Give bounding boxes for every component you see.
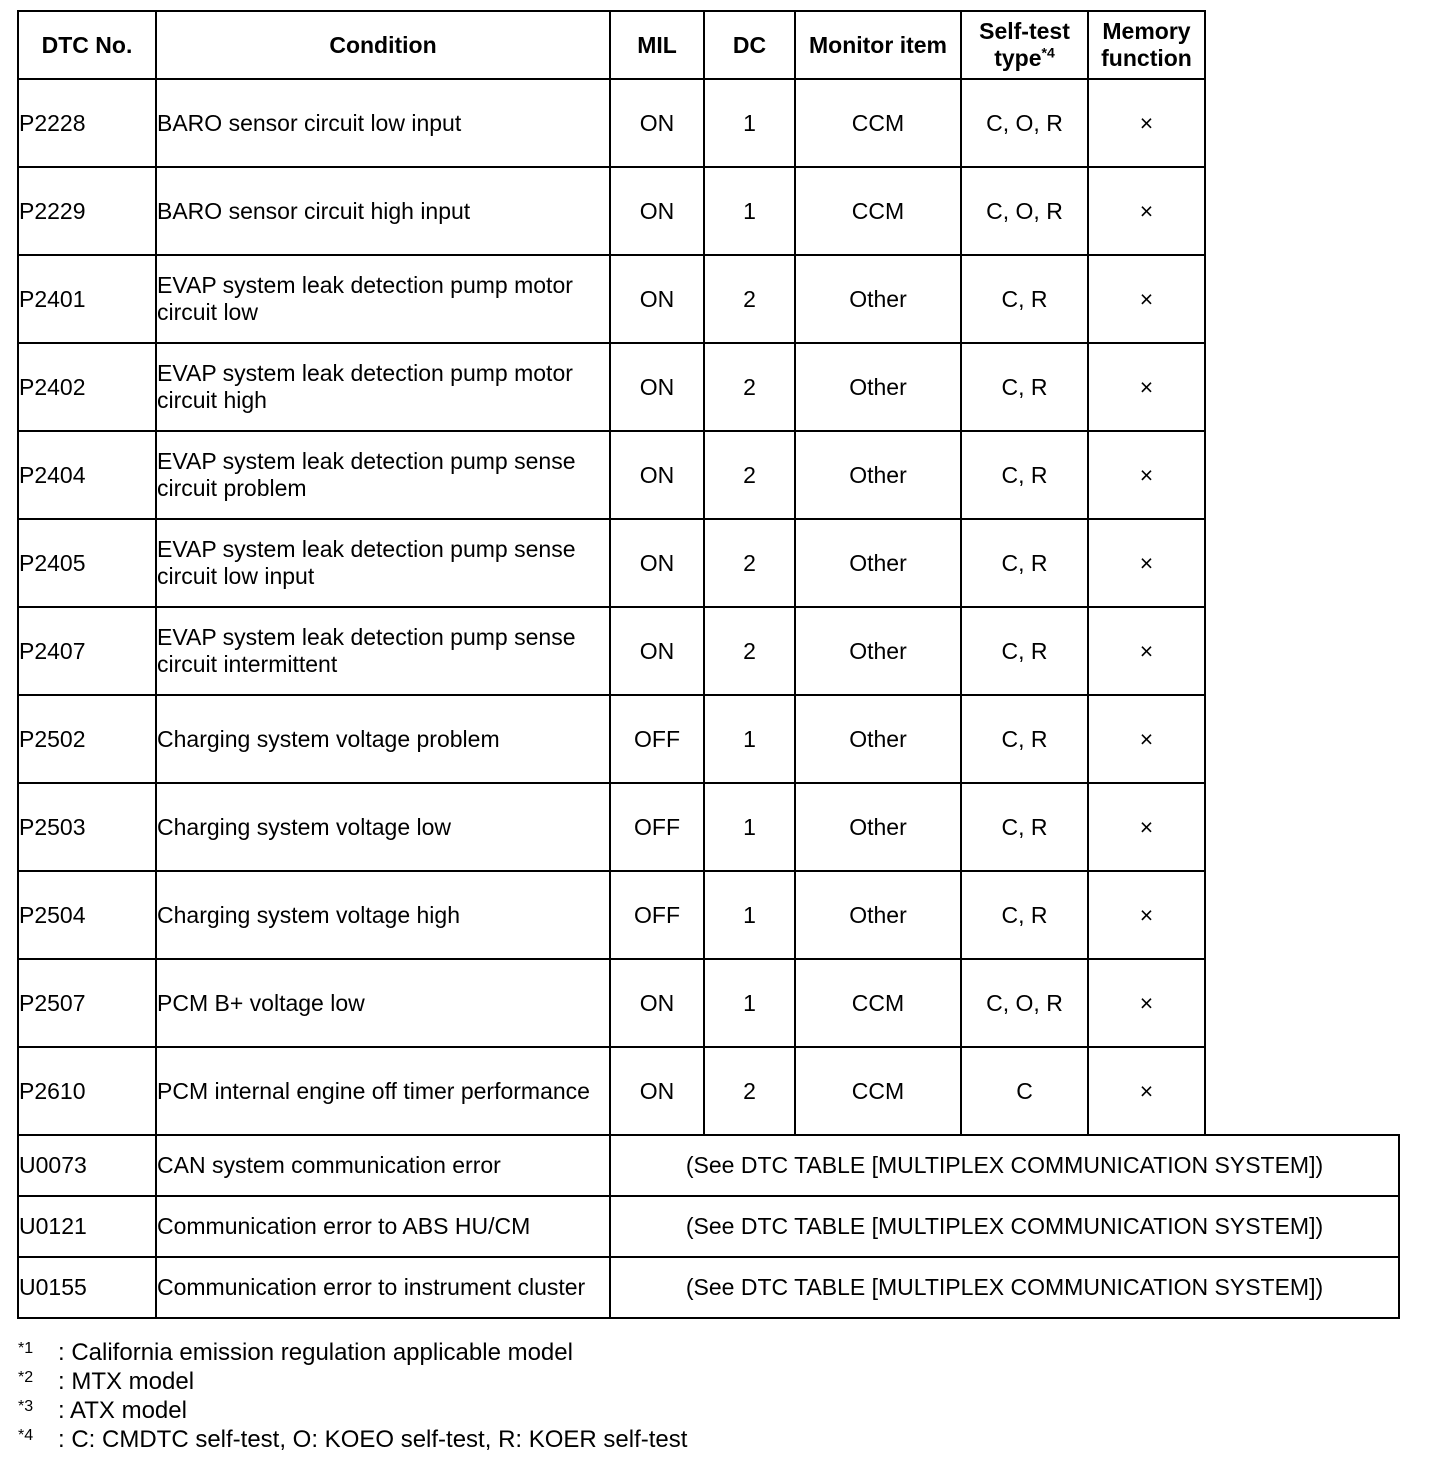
condition: EVAP system leak detection pump sense circuit intermittent bbox=[156, 607, 610, 695]
dc-value: 1 bbox=[704, 783, 795, 871]
mil-status: OFF bbox=[610, 783, 704, 871]
monitor-item: CCM bbox=[795, 167, 961, 255]
table-row bbox=[18, 255, 1399, 343]
table-row bbox=[18, 79, 1399, 167]
dc-value: 2 bbox=[704, 607, 795, 695]
condition: EVAP system leak detection pump motor circuit low bbox=[156, 255, 610, 343]
footnote-1 bbox=[18, 1338, 687, 1367]
dtc-code: P2504 bbox=[18, 871, 156, 959]
header-mil: MIL bbox=[610, 11, 704, 79]
blank-cell bbox=[1205, 871, 1399, 959]
self-test-type: C, O, R bbox=[961, 167, 1088, 255]
condition: PCM internal engine off timer performance bbox=[156, 1047, 610, 1135]
table-row bbox=[18, 1135, 1399, 1196]
memory-function: × bbox=[1088, 871, 1205, 959]
memory-function: × bbox=[1088, 79, 1205, 167]
monitor-item: Other bbox=[795, 607, 961, 695]
footnotes bbox=[18, 1338, 687, 1454]
blank-cell bbox=[1205, 343, 1399, 431]
mil-status: ON bbox=[610, 431, 704, 519]
header-memory-line1: Memory bbox=[1102, 18, 1191, 44]
dtc-code: U0121 bbox=[18, 1196, 156, 1257]
mil-status: ON bbox=[610, 255, 704, 343]
blank-cell bbox=[1205, 695, 1399, 783]
footnote-text: : California emission regulation applicable model bbox=[58, 1339, 573, 1366]
memory-function: × bbox=[1088, 1047, 1205, 1135]
dtc-code: P2405 bbox=[18, 519, 156, 607]
condition: EVAP system leak detection pump sense circuit problem bbox=[156, 431, 610, 519]
table-row bbox=[18, 783, 1399, 871]
header-self-test-line1: Self-test bbox=[979, 18, 1070, 44]
footnote-4 bbox=[18, 1425, 687, 1454]
dtc-code: U0073 bbox=[18, 1135, 156, 1196]
memory-function: × bbox=[1088, 167, 1205, 255]
condition: Charging system voltage low bbox=[156, 783, 610, 871]
table-row bbox=[18, 431, 1399, 519]
mil-status: ON bbox=[610, 519, 704, 607]
mil-status: ON bbox=[610, 607, 704, 695]
mil-status: OFF bbox=[610, 695, 704, 783]
self-test-type: C, O, R bbox=[961, 79, 1088, 167]
dtc-code: P2229 bbox=[18, 167, 156, 255]
monitor-item: CCM bbox=[795, 959, 961, 1047]
self-test-type: C, R bbox=[961, 607, 1088, 695]
condition: Charging system voltage problem bbox=[156, 695, 610, 783]
dc-value: 1 bbox=[704, 695, 795, 783]
memory-function: × bbox=[1088, 519, 1205, 607]
table-row bbox=[18, 607, 1399, 695]
memory-function: × bbox=[1088, 431, 1205, 519]
monitor-item: Other bbox=[795, 431, 961, 519]
mil-status: OFF bbox=[610, 871, 704, 959]
table-row bbox=[18, 343, 1399, 431]
footnote-mark: *3 bbox=[18, 1398, 34, 1415]
condition: BARO sensor circuit low input bbox=[156, 79, 610, 167]
condition: Communication error to ABS HU/CM bbox=[156, 1196, 610, 1257]
self-test-type: C, O, R bbox=[961, 959, 1088, 1047]
condition: BARO sensor circuit high input bbox=[156, 167, 610, 255]
header-condition: Condition bbox=[156, 11, 610, 79]
memory-function: × bbox=[1088, 607, 1205, 695]
dc-value: 1 bbox=[704, 959, 795, 1047]
mil-status: ON bbox=[610, 343, 704, 431]
table-row bbox=[18, 1257, 1399, 1318]
blank-cell bbox=[1205, 519, 1399, 607]
blank-cell bbox=[1205, 607, 1399, 695]
dc-value: 2 bbox=[704, 431, 795, 519]
see-dtc-table-reference: (See DTC TABLE [MULTIPLEX COMMUNICATION SYSTEM]) bbox=[610, 1257, 1399, 1318]
blank-cell bbox=[1205, 167, 1399, 255]
monitor-item: Other bbox=[795, 255, 961, 343]
blank-cell bbox=[1205, 959, 1399, 1047]
mil-status: ON bbox=[610, 79, 704, 167]
see-dtc-table-reference: (See DTC TABLE [MULTIPLEX COMMUNICATION SYSTEM]) bbox=[610, 1196, 1399, 1257]
self-test-type: C, R bbox=[961, 871, 1088, 959]
dc-value: 2 bbox=[704, 519, 795, 607]
table-row bbox=[18, 695, 1399, 783]
table-row bbox=[18, 519, 1399, 607]
dc-value: 2 bbox=[704, 255, 795, 343]
monitor-item: Other bbox=[795, 871, 961, 959]
self-test-type: C, R bbox=[961, 783, 1088, 871]
memory-function: × bbox=[1088, 695, 1205, 783]
condition: CAN system communication error bbox=[156, 1135, 610, 1196]
header-monitor-item: Monitor item bbox=[795, 11, 961, 79]
footnote-text: : MTX model bbox=[58, 1368, 195, 1395]
footnote-mark: *2 bbox=[18, 1369, 34, 1386]
footnote-text: : C: CMDTC self-test, O: KOEO self-test, R: KOER self-test bbox=[58, 1426, 688, 1453]
see-dtc-table-reference: (See DTC TABLE [MULTIPLEX COMMUNICATION SYSTEM]) bbox=[610, 1135, 1399, 1196]
footnote-2 bbox=[18, 1367, 687, 1396]
header-memory-line2: function bbox=[1101, 45, 1192, 71]
dc-value: 1 bbox=[704, 871, 795, 959]
dtc-code: P2402 bbox=[18, 343, 156, 431]
memory-function: × bbox=[1088, 783, 1205, 871]
header-memory-function bbox=[1088, 11, 1205, 79]
monitor-item: Other bbox=[795, 519, 961, 607]
mil-status: ON bbox=[610, 1047, 704, 1135]
dtc-table bbox=[17, 10, 1400, 1319]
table-row bbox=[18, 1047, 1399, 1135]
self-test-type: C, R bbox=[961, 343, 1088, 431]
header-self-test-type bbox=[961, 11, 1088, 79]
dtc-code: P2502 bbox=[18, 695, 156, 783]
memory-function: × bbox=[1088, 959, 1205, 1047]
footnote-ref-4: *4 bbox=[1041, 44, 1055, 61]
condition: Communication error to instrument cluster bbox=[156, 1257, 610, 1318]
blank-cell bbox=[1205, 79, 1399, 167]
condition: EVAP system leak detection pump sense circuit low input bbox=[156, 519, 610, 607]
dtc-code: P2401 bbox=[18, 255, 156, 343]
mil-status: ON bbox=[610, 167, 704, 255]
dtc-code: P2404 bbox=[18, 431, 156, 519]
monitor-item: CCM bbox=[795, 1047, 961, 1135]
table-row bbox=[18, 871, 1399, 959]
blank-cell bbox=[1205, 1047, 1399, 1135]
self-test-type: C, R bbox=[961, 431, 1088, 519]
dtc-code: P2228 bbox=[18, 79, 156, 167]
mil-status: ON bbox=[610, 959, 704, 1047]
header-self-test-line2: type bbox=[994, 45, 1042, 71]
self-test-type: C, R bbox=[961, 519, 1088, 607]
blank-cell bbox=[1205, 431, 1399, 519]
footnote-mark: *4 bbox=[18, 1427, 34, 1444]
footnote-3 bbox=[18, 1396, 687, 1425]
header-row bbox=[18, 11, 1399, 79]
footnote-text: : ATX model bbox=[58, 1397, 187, 1424]
dc-value: 1 bbox=[704, 167, 795, 255]
dc-value: 2 bbox=[704, 343, 795, 431]
condition: EVAP system leak detection pump motor circuit high bbox=[156, 343, 610, 431]
dtc-code: U0155 bbox=[18, 1257, 156, 1318]
dc-value: 1 bbox=[704, 79, 795, 167]
footnote-mark: *1 bbox=[18, 1340, 34, 1357]
blank-cell bbox=[1205, 783, 1399, 871]
table-row bbox=[18, 167, 1399, 255]
dtc-code: P2503 bbox=[18, 783, 156, 871]
condition: Charging system voltage high bbox=[156, 871, 610, 959]
dc-value: 2 bbox=[704, 1047, 795, 1135]
blank-cell bbox=[1205, 255, 1399, 343]
memory-function: × bbox=[1088, 343, 1205, 431]
table-row bbox=[18, 959, 1399, 1047]
self-test-type: C, R bbox=[961, 695, 1088, 783]
monitor-item: Other bbox=[795, 695, 961, 783]
table-row bbox=[18, 1196, 1399, 1257]
header-dc: DC bbox=[704, 11, 795, 79]
dtc-code: P2407 bbox=[18, 607, 156, 695]
dtc-code: P2610 bbox=[18, 1047, 156, 1135]
condition: PCM B+ voltage low bbox=[156, 959, 610, 1047]
memory-function: × bbox=[1088, 255, 1205, 343]
self-test-type: C, R bbox=[961, 255, 1088, 343]
blank-cell bbox=[1205, 11, 1399, 79]
monitor-item: Other bbox=[795, 783, 961, 871]
monitor-item: Other bbox=[795, 343, 961, 431]
monitor-item: CCM bbox=[795, 79, 961, 167]
self-test-type: C bbox=[961, 1047, 1088, 1135]
dtc-code: P2507 bbox=[18, 959, 156, 1047]
header-dtc-no: DTC No. bbox=[18, 11, 156, 79]
